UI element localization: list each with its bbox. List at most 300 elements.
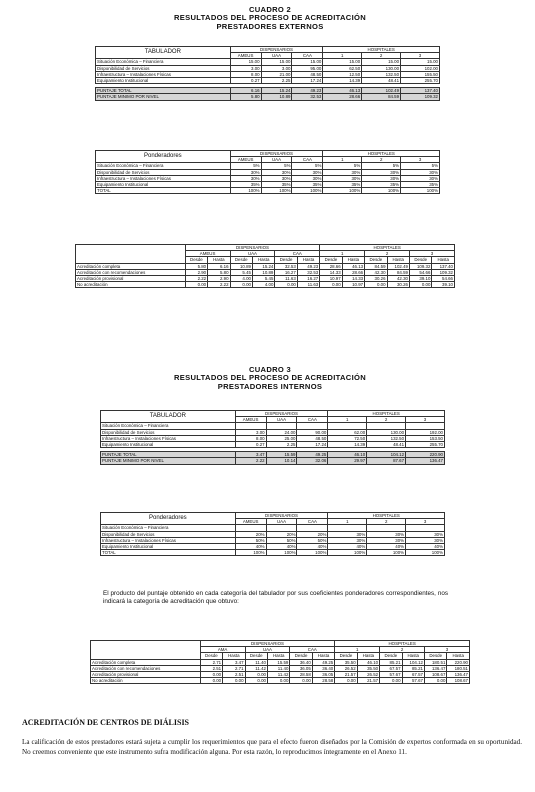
sub-header: Hasta: [387, 257, 409, 263]
tabulador-externos-table: [95, 46, 440, 101]
col-header: AMEUS: [230, 53, 261, 59]
cell-value: 2.51: [223, 672, 245, 678]
row-label: No acreditación: [76, 282, 186, 288]
cell-value: 36.40: [312, 665, 334, 671]
cell-value: 21.57: [357, 678, 379, 684]
cell-value: 0.27: [235, 442, 266, 448]
sub-header: Hasta: [223, 653, 245, 659]
row-label: Equipamiento Institucional: [96, 78, 231, 84]
group-header: 1: [320, 251, 365, 257]
cell-value: 102.49: [387, 263, 409, 269]
cell-value: 130.00: [367, 429, 406, 435]
ponderadores-header: Ponderadores: [101, 513, 236, 525]
cell-value: 25.00: [266, 435, 297, 441]
cell-value: 90.00: [297, 429, 328, 435]
col-header: 2: [367, 417, 406, 423]
sub-header: Desde: [409, 257, 431, 263]
cell-value: 11.42: [267, 672, 289, 678]
cell-value: 42.30: [365, 269, 387, 275]
table-row: [96, 188, 440, 194]
cell-value: 20%: [235, 531, 266, 537]
cell-value: 3.00: [235, 429, 266, 435]
cell-value: 0.00: [230, 282, 252, 288]
cell-value: 30.26: [387, 282, 409, 288]
col-header: CAA: [297, 417, 328, 423]
cell-value: 62.50: [323, 65, 362, 71]
row-label: Equipamiento Institucional: [101, 442, 236, 448]
cell-value: 192.00: [406, 429, 445, 435]
row-label: Infraestructura – Instalaciones Físicas: [96, 71, 231, 77]
group-header: AMA: [200, 647, 245, 653]
cell-value: 30%: [261, 175, 292, 181]
hospitales-header: HOSPITALES: [328, 513, 445, 519]
cell-value: 5%: [323, 163, 362, 169]
col-header: UAA: [266, 519, 297, 525]
sub-header: Hasta: [432, 257, 455, 263]
row-label: Acreditación con recomendaciones: [76, 269, 186, 275]
sub-header: Desde: [230, 257, 252, 263]
cell-value: 132.50: [367, 435, 406, 441]
cell-value: 84.59: [387, 269, 409, 275]
cell-value: 8.00: [230, 71, 261, 77]
cuadro3-caption: [110, 366, 430, 391]
row-label: Infraestructura – Instalaciones Físicas: [96, 175, 231, 181]
sub-header: Hasta: [267, 653, 289, 659]
cell-value: 35%: [401, 182, 440, 188]
sub-header: Desde: [424, 653, 446, 659]
cell-value: 0.00: [409, 282, 431, 288]
cell-value: 40%: [297, 544, 328, 550]
cell-value: 17.24: [292, 78, 323, 84]
cell-value: 109.32: [409, 263, 431, 269]
col-header: CAA: [292, 157, 323, 163]
cell-value: 15.00: [230, 59, 261, 65]
cell-value: 50%: [266, 537, 297, 543]
sub-header: Desde: [275, 257, 297, 263]
col-header: AMEUS: [230, 157, 261, 163]
cell-value: 10.97: [320, 276, 342, 282]
cell-value: 30%: [292, 169, 323, 175]
cell-value: 137.40: [432, 263, 455, 269]
cell-value: 0.00: [200, 678, 222, 684]
row-label: Situación Económica – Financiera: [101, 525, 236, 531]
cell-value: 21.57: [335, 672, 357, 678]
row-label: TOTAL: [101, 550, 236, 556]
col-header: 1: [328, 417, 367, 423]
sub-header: Hasta: [208, 257, 230, 263]
sub-header: Hasta: [252, 257, 274, 263]
cell-value: 5.80: [208, 269, 230, 275]
cell-value: 48.41: [362, 78, 401, 84]
col-header: CAA: [297, 519, 328, 525]
cell-value: 14.33: [342, 276, 364, 282]
cell-value: 30.26: [365, 276, 387, 282]
cell-value: 0.27: [230, 78, 261, 84]
cell-value: 180.51: [424, 659, 446, 665]
cell-value: 5.45: [252, 276, 274, 282]
cell-value: 4.00: [230, 276, 252, 282]
cell-value: 15.00: [323, 59, 362, 65]
cell-value: 40%: [266, 544, 297, 550]
table-row: [76, 269, 455, 275]
cell-value: 0.00: [365, 282, 387, 288]
cell-value: 21.00: [261, 71, 292, 77]
row-label: Situación Económica – Financiera: [96, 59, 231, 65]
cell-value: 2.51: [200, 665, 222, 671]
cell-value: 30%: [406, 531, 445, 537]
cell-value: 153.50: [406, 435, 445, 441]
table-row: [91, 665, 470, 671]
cell-value: 36.05: [290, 665, 312, 671]
cell-value: 26.52: [335, 665, 357, 671]
cell-value: 57.67: [380, 672, 402, 678]
cell-value: 2.71: [200, 659, 222, 665]
col-header: 1: [323, 53, 362, 59]
cell-value: 5%: [230, 163, 261, 169]
group-header: 1: [335, 647, 380, 653]
cell-value: 54.66: [432, 276, 455, 282]
dispensarios-header: DISPENSARIOS: [235, 411, 328, 417]
cell-value: 0.00: [245, 672, 267, 678]
cell-value: 30%: [401, 169, 440, 175]
cell-value: 0.00: [185, 282, 207, 288]
row-label: Acreditación provisional: [76, 276, 186, 282]
dispensarios-header: DISPENSARIOS: [200, 641, 335, 647]
cell-value: 35.50: [335, 659, 357, 665]
cell-value: 14.39: [323, 78, 362, 84]
cuadro2-caption: [110, 6, 430, 31]
cell-value: 0.00: [223, 678, 245, 684]
cell-value: 84.59: [365, 263, 387, 269]
sub-header: Desde: [245, 653, 267, 659]
row-label: Acreditación completa: [76, 263, 186, 269]
row-label: No acreditación: [91, 678, 201, 684]
cell-value: 255.70: [401, 78, 440, 84]
cell-value: 20%: [266, 531, 297, 537]
sub-header: Desde: [335, 653, 357, 659]
group-header: 3: [424, 647, 469, 653]
hospitales-header: HOSPITALES: [320, 245, 455, 251]
col-header: 3: [406, 417, 445, 423]
cell-value: 15.00: [292, 59, 323, 65]
row-label: Disponibilidad de Servicios: [96, 65, 231, 71]
cuadro3-subtitle: RESULTADOS DEL PROCESO DE ACREDITACIÓN: [174, 373, 366, 383]
col-header: CAA: [292, 53, 323, 59]
cell-value: 5%: [292, 163, 323, 169]
cell-value: 11.63: [297, 282, 319, 288]
cell-value: 10.89: [230, 263, 252, 269]
cell-value: 35.50: [357, 665, 379, 671]
ponderadores-header: Ponderadores: [96, 151, 231, 163]
cell-value: 4.00: [252, 282, 274, 288]
cell-value: 28.66: [342, 269, 364, 275]
sub-header: Desde: [365, 257, 387, 263]
col-header: AMEUS: [235, 417, 266, 423]
cell-value: 62.00: [328, 429, 367, 435]
cell-value: 100%: [266, 550, 297, 556]
cell-value: 11.40: [245, 659, 267, 665]
cell-value: 30%: [230, 175, 261, 181]
cell-value: 0.00: [380, 678, 402, 684]
cell-value: 180.51: [447, 665, 470, 671]
row-label: Situación Económica – Financiera: [96, 163, 231, 169]
cuadro2-title: CUADRO 2: [248, 5, 292, 14]
cell-value: 30%: [328, 537, 367, 543]
row-label: Disponibilidad de Servicios: [101, 429, 236, 435]
cell-value: 100%: [323, 188, 362, 194]
row-label: Infraestructura – Instalaciones Físicas: [101, 537, 236, 543]
cell-value: 50%: [297, 537, 328, 543]
cell-value: 36.05: [312, 672, 334, 678]
cell-value: 102.00: [401, 65, 440, 71]
cell-value: 136.47: [424, 665, 446, 671]
dispensarios-header: DISPENSARIOS: [230, 151, 323, 157]
col-header: 3: [401, 157, 440, 163]
ponderadores-externos-table: [95, 150, 440, 194]
group-header: CAA: [275, 251, 320, 257]
cuadro2-subtitle2: PRESTADORES EXTERNOS: [216, 21, 324, 31]
table-row: [91, 678, 470, 684]
cell-value: 104.12: [402, 659, 424, 665]
dialisis-paragraph: La calificación de estos prestadores estará sujeta a cumplir los requerimientos que para el efecto fueron diseñados por la Comisión de expertos conformada en su oportunidad. No creemos conveniente que este instrumento sufra modificación alguna. Por esta razón, lo reproducimos íntegramente en el Anexo 11.: [22, 738, 522, 756]
cell-value: 30%: [230, 169, 261, 175]
cell-value: 100%: [406, 550, 445, 556]
cell-value: 15.24: [252, 263, 274, 269]
cell-value: 20%: [297, 531, 328, 537]
sub-header: Hasta: [447, 653, 470, 659]
cell-value: 11.40: [267, 665, 289, 671]
cell-value: 15.59: [267, 659, 289, 665]
cell-value: 42.30: [387, 276, 409, 282]
cell-value: 36.40: [290, 659, 312, 665]
cell-value: 10.89: [252, 269, 274, 275]
row-label: Disponibilidad de Servicios: [101, 531, 236, 537]
cell-value: 85.21: [380, 659, 402, 665]
cell-value: 39.10: [432, 282, 455, 288]
col-header: 3: [406, 519, 445, 525]
sub-header: Hasta: [402, 653, 424, 659]
cell-value: 255.70: [406, 442, 445, 448]
group-header: UAA: [230, 251, 275, 257]
cell-value: 28.58: [290, 672, 312, 678]
col-header: 2: [362, 157, 401, 163]
hospitales-header: HOSPITALES: [328, 411, 445, 417]
cell-value: 108.67: [447, 678, 470, 684]
col-header: 2: [367, 519, 406, 525]
cell-value: 130.00: [362, 65, 401, 71]
cell-value: 35%: [230, 182, 261, 188]
cell-value: 10.97: [342, 282, 364, 288]
cell-value: 2.25: [261, 78, 292, 84]
cell-value: 30%: [367, 531, 406, 537]
cell-value: 6.16: [208, 263, 230, 269]
cell-value: 50%: [235, 537, 266, 543]
row-label: Equipamiento Institucional: [101, 544, 236, 550]
col-header: 1: [323, 157, 362, 163]
cell-value: 2.22: [185, 276, 207, 282]
cell-value: 30%: [362, 169, 401, 175]
col-header: UAA: [261, 53, 292, 59]
ponderadores-internos-table: [100, 512, 445, 556]
row-label: Situación Económica – Financiera: [101, 423, 236, 429]
cell-value: 48.50: [297, 435, 328, 441]
cell-value: 5%: [401, 163, 440, 169]
cell-value: 49.23: [297, 263, 319, 269]
cell-value: 48.41: [367, 442, 406, 448]
table-row: [101, 550, 445, 556]
group-header: 2: [365, 251, 410, 257]
cell-value: 2.22: [208, 282, 230, 288]
cell-value: 5%: [362, 163, 401, 169]
cell-value: 28.58: [312, 678, 334, 684]
cell-value: 72.50: [328, 435, 367, 441]
dialisis-heading: ACREDITACIÓN DE CENTROS DE DIÁLISIS: [22, 718, 189, 727]
tabulador-header: TABULADOR: [96, 47, 231, 59]
cell-value: 30%: [261, 169, 292, 175]
cell-value: 48.50: [292, 71, 323, 77]
sub-header: Desde: [380, 653, 402, 659]
cell-value: 30%: [406, 537, 445, 543]
cell-value: 46.10: [357, 659, 379, 665]
cell-value: 0.00: [335, 678, 357, 684]
col-header: 2: [362, 53, 401, 59]
row-label: Disponibilidad de Servicios: [96, 169, 231, 175]
cell-value: 100%: [401, 188, 440, 194]
cell-value: 100%: [328, 550, 367, 556]
cell-value: 2.25: [266, 442, 297, 448]
cell-value: 100%: [362, 188, 401, 194]
cell-value: 3.00: [261, 65, 292, 71]
cell-value: 16.27: [297, 276, 319, 282]
row-label: Acreditación completa: [91, 659, 201, 665]
group-header: AMEUS: [185, 251, 230, 257]
cell-value: 5%: [261, 163, 292, 169]
puntaje-total-row: PUNTAJE TOTAL 6.16 15.24 49.23 46.13 102.49 137.40: [97, 88, 438, 94]
cell-value: 30%: [328, 531, 367, 537]
group-header: 2: [380, 647, 425, 653]
cell-value: 132.50: [362, 71, 401, 77]
cell-value: 40%: [328, 544, 367, 550]
cell-value: 32.53: [297, 269, 319, 275]
cell-value: 30%: [367, 537, 406, 543]
cell-value: 30%: [401, 175, 440, 181]
cell-value: 2.90: [185, 269, 207, 275]
cell-value: 0.00: [320, 282, 342, 288]
cell-value: 35%: [292, 182, 323, 188]
col-header: UAA: [261, 157, 292, 163]
cell-value: 155.50: [401, 71, 440, 77]
tabulador-header: TABULADOR: [101, 411, 236, 423]
cell-value: 5.80: [185, 263, 207, 269]
cell-value: 35%: [323, 182, 362, 188]
cell-value: 40%: [367, 544, 406, 550]
cell-value: 28.66: [320, 263, 342, 269]
sub-header: Hasta: [357, 653, 379, 659]
sub-header: Hasta: [297, 257, 319, 263]
cell-value: 17.24: [297, 442, 328, 448]
cuadro3-subtitle2: PRESTADORES INTERNOS: [217, 381, 323, 391]
puntaje-minimo-row: PUNTAJE MINIMO POR NIVEL 5.80 10.89 32.53 28.66 84.59 109.32: [97, 94, 438, 100]
cuadro3-title: CUADRO 3: [248, 365, 292, 374]
row-label: Equipamiento Institucional: [96, 182, 231, 188]
cell-value: 100%: [230, 188, 261, 194]
row-label: Infraestructura – Instalaciones Físicas: [101, 435, 236, 441]
rangos-externos-table: [75, 244, 455, 288]
cell-value: 16.27: [275, 269, 297, 275]
cell-value: 3.00: [230, 65, 261, 71]
sub-header: Desde: [200, 653, 222, 659]
producto-paragraph: El producto del puntaje obtenido en cada categoría del tabulador por sus coeficientes ponderadores correspondientes, nos indicará la categoría de acreditación que obtuvo:: [103, 590, 448, 606]
cell-value: 15.00: [362, 59, 401, 65]
cell-value: 67.57: [402, 672, 424, 678]
cell-value: 85.21: [402, 665, 424, 671]
cell-value: 108.67: [424, 672, 446, 678]
col-header: AMEUS: [235, 519, 266, 525]
table-row: [76, 282, 455, 288]
cell-value: 67.57: [380, 665, 402, 671]
hospitales-header: HOSPITALES: [335, 641, 470, 647]
cell-value: 49.25: [312, 659, 334, 665]
sub-header: Desde: [320, 257, 342, 263]
cell-value: 40%: [235, 544, 266, 550]
cell-value: 11.63: [275, 276, 297, 282]
cell-value: 100%: [292, 188, 323, 194]
cell-value: 109.32: [432, 269, 455, 275]
row-label: Acreditación provisional: [91, 672, 201, 678]
cell-value: 0.00: [290, 678, 312, 684]
hospitales-header: HOSPITALES: [323, 47, 440, 53]
group-header: UAA: [245, 647, 290, 653]
cuadro2-subtitle: RESULTADOS DEL PROCESO DE ACREDITACIÓN: [174, 13, 366, 23]
cell-value: 32.53: [275, 263, 297, 269]
cell-value: 0.00: [275, 282, 297, 288]
col-header: UAA: [266, 417, 297, 423]
cell-value: 2.90: [208, 276, 230, 282]
dispensarios-header: DISPENSARIOS: [235, 513, 328, 519]
cell-value: 30%: [292, 175, 323, 181]
puntaje-total-row: PUNTAJE TOTAL 3.47 15.59 49.25 46.10 104.12 220.90: [102, 452, 443, 458]
group-header: CAA: [290, 647, 335, 653]
cell-value: 100%: [297, 550, 328, 556]
cell-value: 14.33: [320, 269, 342, 275]
cell-value: 14.39: [328, 442, 367, 448]
cell-value: 100%: [367, 550, 406, 556]
cell-value: 95.00: [292, 65, 323, 71]
cell-value: 100%: [261, 188, 292, 194]
rangos-internos-table: [90, 640, 470, 684]
hospitales-header: HOSPITALES: [323, 151, 440, 157]
row-label: Acreditación con recomendaciones: [91, 665, 201, 671]
cell-value: 0.00: [424, 678, 446, 684]
tabulador-internos-table: [100, 410, 445, 465]
cell-value: 40%: [406, 544, 445, 550]
cell-value: 15.00: [261, 59, 292, 65]
cell-value: 54.66: [409, 269, 431, 275]
sub-header: Hasta: [312, 653, 334, 659]
cell-value: 39.10: [409, 276, 431, 282]
cell-value: 0.00: [200, 672, 222, 678]
cell-value: 11.42: [245, 665, 267, 671]
sub-header: Hasta: [342, 257, 364, 263]
sub-header: Desde: [290, 653, 312, 659]
cell-value: 46.13: [342, 263, 364, 269]
cell-value: 100%: [235, 550, 266, 556]
row-label: TOTAL: [96, 188, 231, 194]
cell-value: 12.50: [323, 71, 362, 77]
cell-value: 3.47: [223, 659, 245, 665]
cell-value: 35%: [261, 182, 292, 188]
col-header: 3: [401, 53, 440, 59]
